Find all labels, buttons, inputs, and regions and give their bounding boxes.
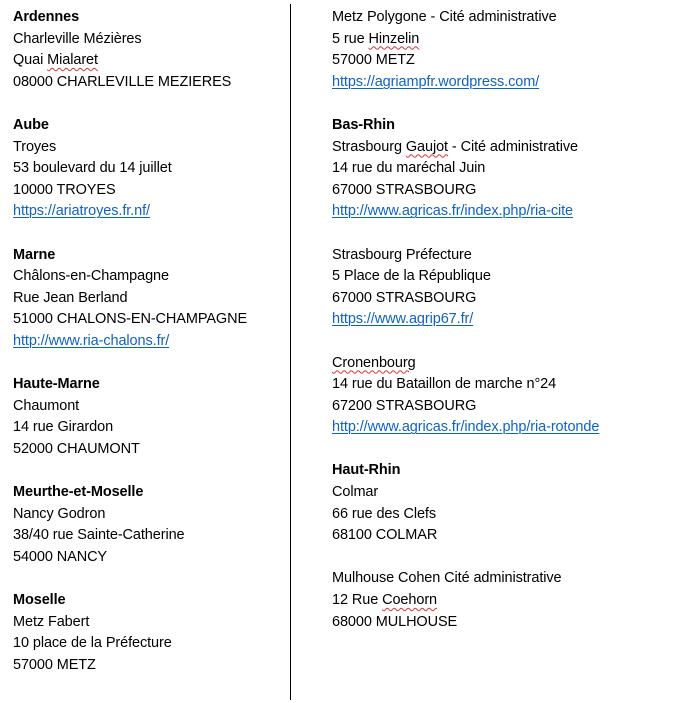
address-section xyxy=(332,568,670,633)
text-line xyxy=(332,590,670,612)
address-text: 5 rue xyxy=(332,30,369,47)
address-text: Rue Jean Berland xyxy=(13,289,128,306)
text-line xyxy=(13,266,285,288)
address-section xyxy=(332,115,670,223)
hyperlink[interactable]: https://agriampfr.wordpress.com/ xyxy=(332,73,540,90)
text-line xyxy=(332,353,670,375)
text-line xyxy=(332,417,670,439)
text-line xyxy=(13,72,285,94)
text-line xyxy=(13,115,285,137)
text-line xyxy=(13,201,285,223)
misspelled-word: Hinzelin xyxy=(368,30,420,47)
address-section xyxy=(332,245,670,331)
address-text: Metz Fabert xyxy=(13,613,90,630)
text-line xyxy=(332,115,670,137)
text-line xyxy=(13,331,285,353)
department-header: Moselle xyxy=(13,592,66,609)
text-line xyxy=(332,482,670,504)
address-text: Charleville Mézières xyxy=(13,30,142,47)
misspelled-word: Cronenbourg xyxy=(332,354,416,371)
department-header: Haut-Rhin xyxy=(332,462,401,479)
address-text: 67200 STRASBOURG xyxy=(332,397,477,414)
address-text: Mulhouse Cohen Cité administrative xyxy=(332,570,562,587)
address-text: 67000 STRASBOURG xyxy=(332,289,477,306)
address-section xyxy=(13,245,285,353)
column-divider xyxy=(290,4,291,700)
right-column xyxy=(332,7,670,655)
address-text: Chaumont xyxy=(13,397,80,414)
text-line xyxy=(13,439,285,461)
department-header: Meurthe-et-Moselle xyxy=(13,484,144,501)
address-section xyxy=(13,115,285,223)
text-line xyxy=(332,612,670,634)
text-line xyxy=(332,504,670,526)
text-line xyxy=(13,309,285,331)
address-section xyxy=(332,353,670,439)
text-line xyxy=(13,417,285,439)
hyperlink[interactable]: https://www.agrip67.fr/ xyxy=(332,311,474,328)
text-line xyxy=(13,612,285,634)
text-line xyxy=(13,137,285,159)
address-text: 57000 METZ xyxy=(332,52,415,69)
text-line xyxy=(13,50,285,72)
hyperlink[interactable]: http://www.agricas.fr/index.php/ria-rotonde xyxy=(332,419,600,436)
text-line xyxy=(332,29,670,51)
address-text: 68100 COLMAR xyxy=(332,527,438,544)
text-line xyxy=(13,245,285,267)
address-text: Nancy Godron xyxy=(13,505,106,522)
text-line xyxy=(332,50,670,72)
address-text: Quai xyxy=(13,52,48,69)
address-text: - Cité administrative xyxy=(447,138,578,155)
address-text: 38/40 rue Sainte-Catherine xyxy=(13,527,185,544)
text-line xyxy=(13,29,285,51)
address-text: 5 Place de la République xyxy=(332,268,491,285)
text-line xyxy=(13,525,285,547)
department-header: Bas-Rhin xyxy=(332,116,395,133)
text-line xyxy=(332,72,670,94)
left-column xyxy=(13,7,285,698)
address-text: 57000 METZ xyxy=(13,656,96,673)
text-line xyxy=(332,158,670,180)
address-section xyxy=(332,7,670,93)
misspelled-word: Gaujot xyxy=(405,138,448,155)
address-text: 14 rue du Bataillon de marche n°24 xyxy=(332,376,557,393)
text-line xyxy=(13,504,285,526)
address-text: 52000 CHAUMONT xyxy=(13,440,140,457)
text-line xyxy=(13,590,285,612)
text-line xyxy=(332,7,670,29)
address-text: 10000 TROYES xyxy=(13,181,116,198)
text-line xyxy=(332,266,670,288)
address-text: 10 place de la Préfecture xyxy=(13,635,172,652)
address-text: 51000 CHALONS-EN-CHAMPAGNE xyxy=(13,311,248,328)
address-text: Metz Polygone - Cité administrative xyxy=(332,9,557,25)
text-line xyxy=(332,201,670,223)
text-line xyxy=(332,525,670,547)
address-section xyxy=(13,482,285,568)
text-line xyxy=(13,633,285,655)
hyperlink[interactable]: http://www.agricas.fr/index.php/ria-cite xyxy=(332,203,573,220)
text-line xyxy=(13,7,285,29)
text-line xyxy=(13,396,285,418)
text-line xyxy=(332,180,670,202)
address-text: 08000 CHARLEVILLE MEZIERES xyxy=(13,73,232,90)
text-line xyxy=(332,374,670,396)
address-text: 67000 STRASBOURG xyxy=(332,181,477,198)
department-header: Haute-Marne xyxy=(13,376,100,393)
text-line xyxy=(332,568,670,590)
address-text: Strasbourg Préfecture xyxy=(332,246,472,263)
address-section xyxy=(13,590,285,676)
department-header: Aube xyxy=(13,116,49,133)
text-line xyxy=(13,547,285,569)
address-text: Troyes xyxy=(13,138,57,155)
misspelled-word: Coehorn xyxy=(382,592,438,609)
text-line xyxy=(332,288,670,310)
text-line xyxy=(332,460,670,482)
address-text: 14 rue Girardon xyxy=(13,419,114,436)
address-text: Colmar xyxy=(332,484,379,501)
address-section xyxy=(332,460,670,546)
address-text: 14 rue du maréchal Juin xyxy=(332,160,486,177)
misspelled-word: Mialaret xyxy=(47,52,98,69)
address-text: 12 Rue xyxy=(332,592,383,609)
hyperlink[interactable]: http://www.ria-chalons.fr/ xyxy=(13,332,170,349)
address-text: Strasbourg xyxy=(332,138,406,155)
text-line xyxy=(332,396,670,418)
text-line xyxy=(332,309,670,331)
address-text: Châlons-en-Champagne xyxy=(13,268,169,285)
department-header: Ardennes xyxy=(13,9,80,25)
text-line xyxy=(13,482,285,504)
text-line xyxy=(13,180,285,202)
text-line xyxy=(332,245,670,267)
address-section xyxy=(13,374,285,460)
address-text: 68000 MULHOUSE xyxy=(332,613,458,630)
text-line xyxy=(13,655,285,677)
hyperlink[interactable]: https://ariatroyes.fr.nf/ xyxy=(13,203,150,220)
text-line xyxy=(13,374,285,396)
text-line xyxy=(332,137,670,159)
text-line xyxy=(13,158,285,180)
address-section xyxy=(13,7,285,93)
text-line xyxy=(13,288,285,310)
address-text: 54000 NANCY xyxy=(13,548,108,565)
address-text: 53 boulevard du 14 juillet xyxy=(13,160,172,177)
department-header: Marne xyxy=(13,246,56,263)
address-text: 66 rue des Clefs xyxy=(332,505,436,522)
